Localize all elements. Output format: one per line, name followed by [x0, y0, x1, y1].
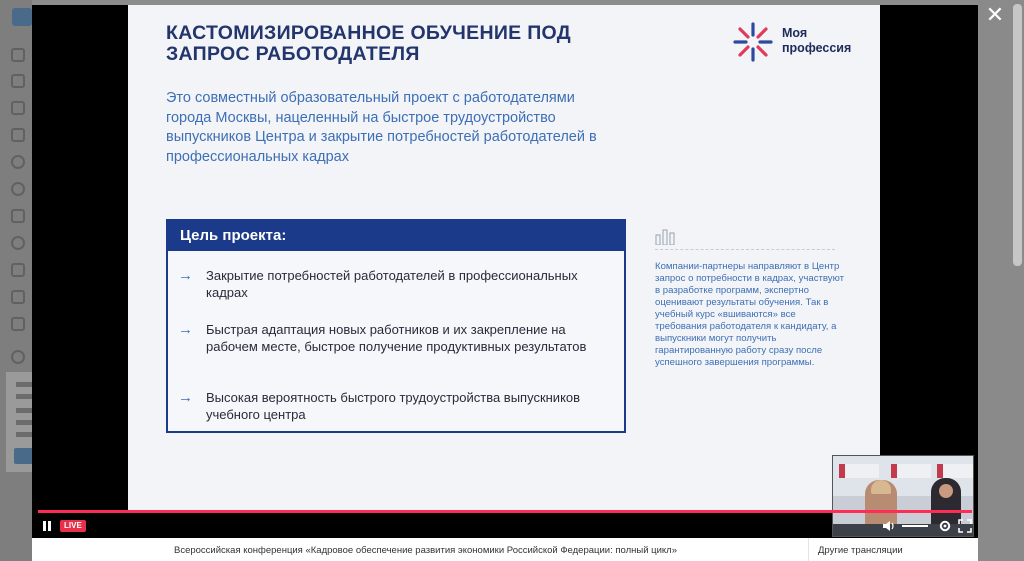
divider: [808, 538, 809, 561]
rocket-icon: [11, 101, 25, 115]
video-player[interactable]: [32, 5, 978, 538]
arrow-right-icon: →: [178, 321, 193, 338]
bar-chart-icon: [655, 227, 677, 245]
project-goal-box: [166, 219, 626, 433]
divider: [655, 249, 835, 250]
slide-side-text: Компании-партнеры направляют в Центр запрос о потребности в кадрах, участвуют в разработке программ, экспертно оценивают результаты обучения. Так в учебный курс «вшиваются» все требования работодателя к кандидату, а выпускники могут получить гарантированную работу сразу после успешного завершения программы.: [655, 261, 844, 368]
hand-icon: [11, 128, 25, 142]
logo-mark-icon: [732, 21, 774, 63]
camera-icon: [11, 263, 25, 277]
monitor-icon: [11, 290, 25, 304]
progress-bar[interactable]: [38, 510, 972, 513]
info-icon: [11, 350, 25, 364]
goal-item-text: Высокая вероятность быстрого трудоустройства выпускников учебного центра: [206, 390, 581, 422]
close-icon[interactable]: ✕: [985, 2, 1005, 27]
background-menu-button: [12, 8, 32, 26]
pause-icon[interactable]: [40, 519, 54, 533]
goal-header: Цель проекта:: [168, 221, 624, 251]
flash-icon: [11, 74, 25, 88]
stream-title: Всероссийская конференция «Кадровое обеспечение развития экономики Российской Федерации: полный цикл»: [174, 545, 677, 556]
fullscreen-icon[interactable]: [958, 519, 972, 533]
moya-professiya-logo: [732, 21, 872, 63]
stream-info-bar: [32, 538, 978, 561]
presentation-slide: [128, 5, 880, 511]
background-sidebar: [0, 0, 32, 561]
slide-title: КАСТОМИЗИРОВАННОЕ ОБУЧЕНИЕ ПОД ЗАПРОС РАБОТОДАТЕЛЯ: [166, 22, 571, 65]
goal-item-text: Закрытие потребностей работодателей в профессиональных кадрах: [206, 268, 578, 300]
like-icon: [11, 48, 25, 62]
slide-intro-text: Это совместный образовательный проект с работодателями города Москвы, нацеленный на быстрое трудоустройство выпускников Центра и закрытие потребностей работодателей в профессиональных кадрах: [166, 90, 597, 165]
arrow-right-icon: →: [178, 389, 193, 406]
gamepad-icon: [11, 209, 25, 223]
logo-text: Моя профессия: [782, 26, 852, 55]
other-streams-link[interactable]: Другие трансляции: [818, 545, 903, 556]
globe-icon: [11, 236, 25, 250]
arrow-right-icon: →: [178, 267, 193, 284]
settings-icon[interactable]: [938, 519, 952, 533]
page-scrollbar[interactable]: [1013, 4, 1022, 266]
target-icon: [11, 155, 25, 169]
goal-item-text: Быстрая адаптация новых работников и их закрепление на рабочем месте, быстрое получение продуктивных результатов: [206, 322, 587, 354]
player-controls-right: [882, 517, 972, 535]
live-badge: LIVE: [60, 520, 86, 532]
ball-icon: [11, 182, 25, 196]
rss-icon: [11, 317, 25, 331]
volume-icon[interactable]: [882, 519, 896, 533]
background-right-panel: [978, 0, 1024, 561]
volume-slider[interactable]: [902, 525, 928, 527]
